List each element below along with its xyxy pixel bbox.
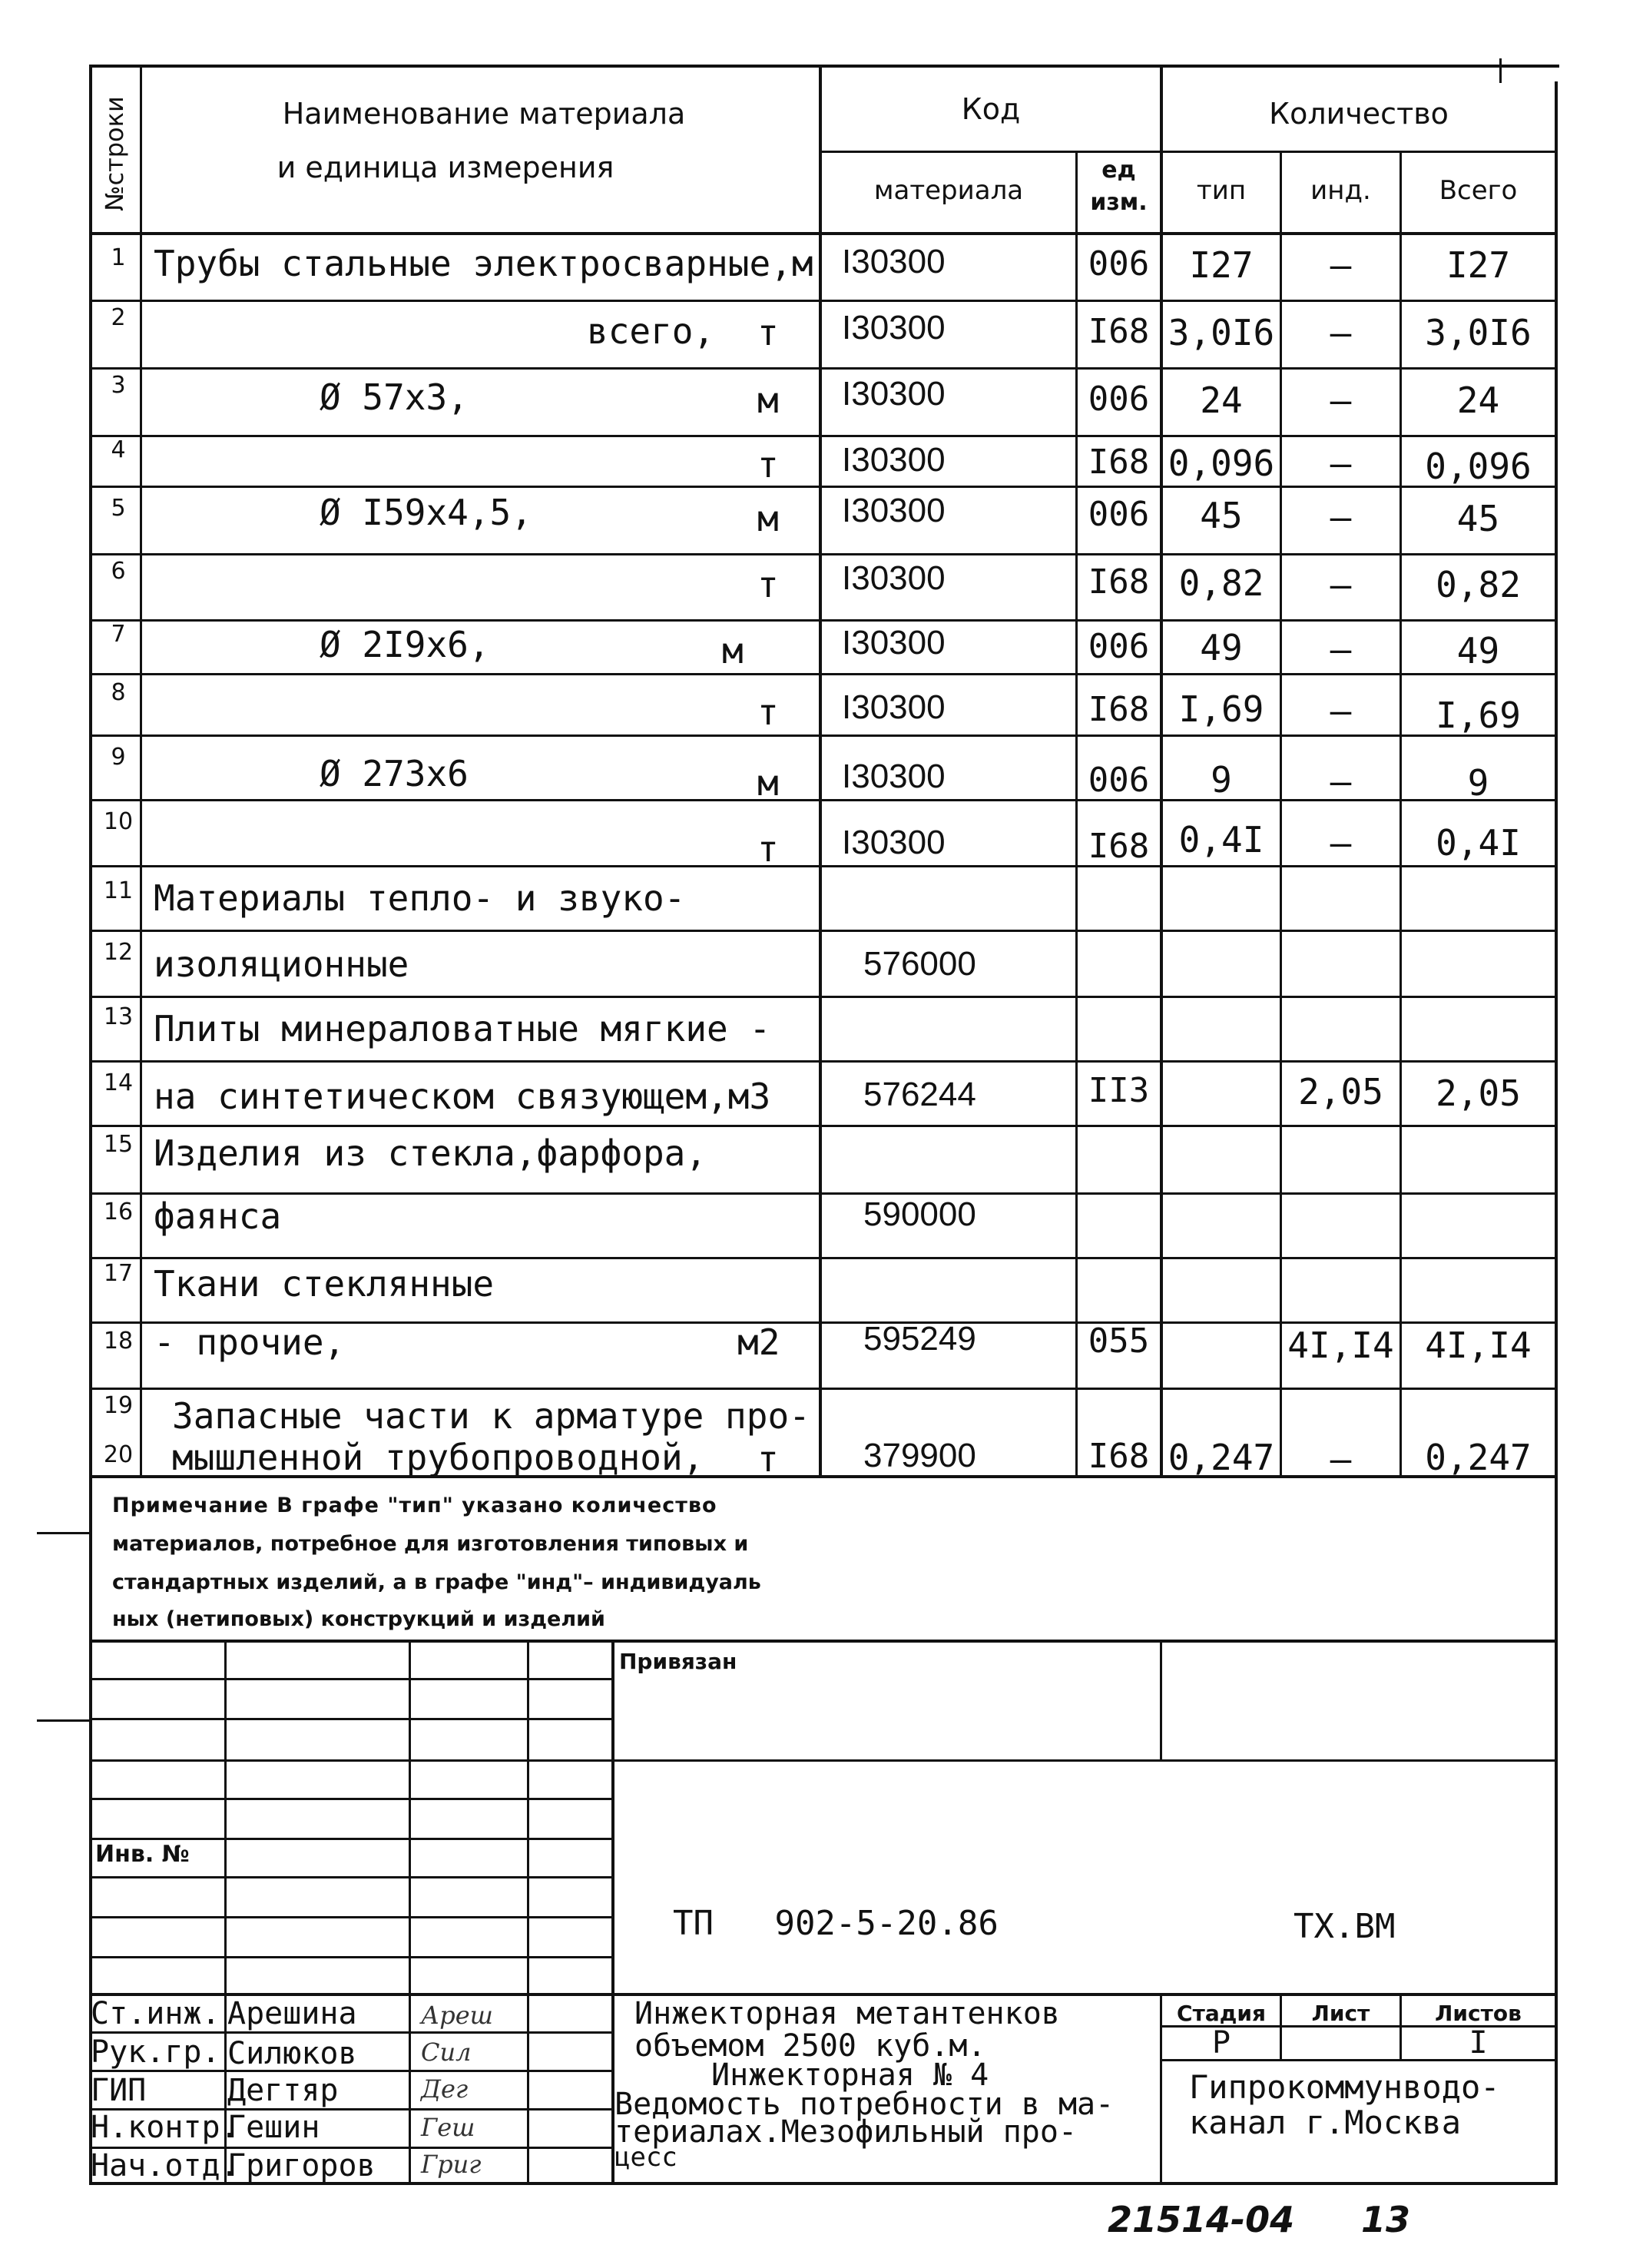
row-number: 5 bbox=[111, 495, 126, 522]
row-number: 1 bbox=[111, 244, 126, 271]
document-code: ТП 902-5-20.86 bbox=[673, 1904, 999, 1943]
row-total: 9 bbox=[1467, 762, 1489, 804]
row-unit: 055 bbox=[1088, 1321, 1150, 1361]
row-total: 24 bbox=[1456, 380, 1500, 421]
row-code: 379900 bbox=[863, 1437, 976, 1474]
row-total: I,69 bbox=[1436, 695, 1521, 736]
row-typ: 9 bbox=[1211, 759, 1232, 801]
unit-header-line1: ед bbox=[1101, 157, 1136, 184]
signature: Ареш bbox=[421, 2001, 493, 2030]
row-code: I30300 bbox=[842, 688, 946, 726]
row-unit: I68 bbox=[1088, 1437, 1150, 1476]
row-total: 0,247 bbox=[1425, 1437, 1532, 1478]
row-number: 9 bbox=[111, 744, 126, 771]
row-typ: 24 bbox=[1200, 380, 1243, 421]
row-uom: м bbox=[722, 630, 744, 671]
row-total: 0,096 bbox=[1425, 446, 1532, 487]
signatory-role: Нач.отд. bbox=[91, 2148, 239, 2183]
row-total: 3,0I6 bbox=[1425, 312, 1532, 353]
row-name: Ø 57x3, bbox=[320, 376, 469, 418]
quantity-header: Количество bbox=[1269, 97, 1449, 131]
row-typ: 0,4I bbox=[1178, 819, 1264, 860]
row-name: Трубы стальные электросварные,м bbox=[154, 243, 813, 284]
row-typ: 0,247 bbox=[1168, 1437, 1275, 1478]
row-unit: I68 bbox=[1088, 312, 1150, 351]
row-number: 7 bbox=[111, 621, 126, 648]
row-ind: – bbox=[1330, 496, 1352, 538]
drawing-title: Инжекторная метантенков bbox=[634, 1996, 1060, 2031]
row-code: I30300 bbox=[842, 824, 946, 861]
row-code: 595249 bbox=[863, 1320, 976, 1358]
sheets-label: Листов bbox=[1435, 2001, 1522, 2026]
row-number: 11 bbox=[103, 877, 134, 904]
name-header-line1: Наименование материала bbox=[282, 97, 686, 131]
unit-header-line2: изм. bbox=[1090, 189, 1148, 216]
row-typ: 3,0I6 bbox=[1168, 312, 1275, 353]
row-unit: 006 bbox=[1088, 495, 1150, 534]
row-unit: I68 bbox=[1088, 562, 1150, 602]
drawing-title: цесс bbox=[614, 2142, 677, 2173]
sheets-value: I bbox=[1469, 2025, 1488, 2061]
drawing-title: териалах.Мезофильный про- bbox=[614, 2114, 1078, 2150]
row-ind: – bbox=[1330, 443, 1352, 484]
row-number: 8 bbox=[111, 679, 126, 706]
row-number: 15 bbox=[103, 1131, 134, 1158]
row-ind: – bbox=[1330, 1438, 1352, 1480]
row-ind: 2,05 bbox=[1298, 1071, 1383, 1112]
row-uom: т bbox=[757, 312, 779, 353]
row-typ: 0,82 bbox=[1178, 562, 1264, 604]
row-name: фаянса bbox=[154, 1195, 282, 1237]
row-ind: – bbox=[1330, 312, 1352, 353]
signature: Дег bbox=[421, 2074, 469, 2104]
sheet-label: Лист bbox=[1311, 2001, 1370, 2026]
signatory-name: Силюков bbox=[227, 2036, 357, 2071]
row-number: 16 bbox=[103, 1199, 134, 1225]
row-unit: I68 bbox=[1088, 827, 1150, 866]
row-unit: 006 bbox=[1088, 761, 1150, 800]
row-ind: – bbox=[1330, 822, 1352, 864]
row-total: 0,82 bbox=[1436, 564, 1521, 605]
signatory-name: Арешина bbox=[227, 1996, 357, 2031]
row-number: 17 bbox=[103, 1260, 134, 1287]
row-name: мышленной трубопроводной, bbox=[172, 1437, 704, 1478]
row-name: Ø 2I9x6, bbox=[320, 624, 490, 665]
row-typ: I,69 bbox=[1178, 688, 1264, 730]
row-name: Запасные части к арматуре про- bbox=[172, 1395, 810, 1437]
organization: канал г.Москва bbox=[1189, 2104, 1462, 2141]
page-number: 13 bbox=[1361, 2199, 1411, 2240]
drawing-title: Инжекторная № 4 bbox=[711, 2057, 989, 2093]
row-code: I30300 bbox=[842, 624, 946, 662]
note-line: стандартных изделий, а в графе "инд"– индивидуаль bbox=[112, 1570, 761, 1594]
row-name: Плиты минераловатные мягкие - bbox=[154, 1008, 771, 1049]
row-ind: 4I,I4 bbox=[1287, 1325, 1394, 1366]
row-typ: 45 bbox=[1200, 495, 1243, 536]
row-code: 576000 bbox=[863, 945, 976, 983]
row-unit: 006 bbox=[1088, 380, 1150, 419]
row-code: I30300 bbox=[842, 758, 946, 795]
row-name: на синтетическом связующем,м3 bbox=[154, 1076, 771, 1117]
row-ind: – bbox=[1330, 761, 1352, 802]
row-uom: м bbox=[757, 380, 779, 421]
row-number: 12 bbox=[103, 939, 134, 966]
row-uom: т bbox=[757, 444, 779, 486]
row-number: 20 bbox=[103, 1441, 134, 1468]
row-uom: т bbox=[757, 1438, 779, 1480]
row-number: 13 bbox=[103, 1003, 134, 1030]
note-line: Примечание В графе "тип" указано количество bbox=[112, 1494, 717, 1517]
material-code-header: материала bbox=[873, 175, 1024, 206]
stage-value: Р bbox=[1211, 2025, 1231, 2061]
row-name: Материалы тепло- и звуко- bbox=[154, 877, 686, 919]
signatory-role: ГИП bbox=[91, 2073, 147, 2108]
row-name: Ø I59x4,5, bbox=[320, 492, 532, 533]
row-number: 18 bbox=[103, 1328, 134, 1354]
total-header: Всего bbox=[1439, 175, 1518, 206]
row-total: 2,05 bbox=[1436, 1073, 1521, 1114]
signatory-name: Гешин bbox=[227, 2110, 320, 2145]
row-code: I30300 bbox=[842, 492, 946, 529]
signatory-name: Дегтяр bbox=[227, 2073, 339, 2108]
row-number: 14 bbox=[103, 1069, 134, 1096]
row-number: 3 bbox=[111, 372, 126, 399]
code-header: Код bbox=[961, 92, 1021, 126]
note-line: материалов, потребное для изготовления типовых и bbox=[112, 1532, 749, 1556]
row-code: I30300 bbox=[842, 243, 946, 280]
row-code: 576244 bbox=[863, 1076, 976, 1113]
row-total: I27 bbox=[1446, 244, 1511, 286]
row-code: I30300 bbox=[842, 375, 946, 413]
row-unit: 006 bbox=[1088, 627, 1150, 666]
row-code: I30300 bbox=[842, 441, 946, 479]
signatory-name: Григоров bbox=[227, 2148, 376, 2183]
row-typ: 0,096 bbox=[1168, 443, 1275, 484]
row-uom: т bbox=[757, 564, 779, 605]
row-total: 49 bbox=[1456, 630, 1500, 671]
signatory-role: Ст.инж. bbox=[91, 1996, 220, 2031]
row-number: 4 bbox=[111, 436, 126, 463]
row-uom: м bbox=[757, 498, 779, 539]
row-name: Ткани стеклянные bbox=[154, 1263, 495, 1305]
row-unit: I68 bbox=[1088, 690, 1150, 729]
row-uom: т bbox=[757, 691, 779, 733]
row-total: 45 bbox=[1456, 498, 1500, 539]
row-number-header: №строки bbox=[100, 96, 129, 211]
row-total: 4I,I4 bbox=[1425, 1325, 1532, 1366]
stage-label: Стадия bbox=[1177, 2001, 1266, 2026]
row-name: Ø 273x6 bbox=[320, 753, 469, 794]
inventory-number-label: Инв. № bbox=[95, 1841, 190, 1868]
ind-header: инд. bbox=[1310, 175, 1371, 206]
drawing-title: Ведомость потребности в ма- bbox=[614, 2087, 1115, 2122]
signature: Сил bbox=[421, 2038, 472, 2067]
signatory-role: Н.контр. bbox=[91, 2110, 239, 2145]
row-ind: – bbox=[1330, 380, 1352, 421]
row-ind: – bbox=[1330, 628, 1352, 670]
note-line: ных (нетиповых) конструкций и изделий bbox=[112, 1607, 605, 1631]
row-uom: м bbox=[757, 762, 779, 804]
row-code: 590000 bbox=[863, 1195, 976, 1233]
row-ind: – bbox=[1330, 690, 1352, 731]
row-number: 10 bbox=[103, 808, 134, 835]
name-header-line2: и единица измерения bbox=[277, 151, 614, 184]
row-name: всего, bbox=[587, 310, 715, 352]
row-number: 19 bbox=[103, 1392, 134, 1419]
row-uom: т bbox=[757, 828, 779, 870]
row-uom: м2 bbox=[737, 1321, 780, 1363]
organization: Гипрокоммунводо- bbox=[1189, 2068, 1500, 2106]
row-name: изоляционные bbox=[154, 943, 409, 985]
row-number: 6 bbox=[111, 558, 126, 585]
typ-header: тип bbox=[1196, 175, 1247, 206]
row-typ: 49 bbox=[1200, 627, 1243, 668]
row-unit: I68 bbox=[1088, 443, 1150, 482]
row-total: 0,4I bbox=[1436, 822, 1521, 864]
row-number: 2 bbox=[111, 304, 126, 331]
row-ind: – bbox=[1330, 564, 1352, 605]
row-code: I30300 bbox=[842, 309, 946, 346]
row-name: Изделия из стекла,фарфора, bbox=[154, 1132, 707, 1174]
attached-label: Привязан bbox=[619, 1649, 737, 1674]
archive-number: 21514-04 bbox=[1108, 2199, 1295, 2240]
row-name: - прочие, bbox=[154, 1321, 346, 1363]
drawing-title: объемом 2500 куб.м. bbox=[634, 2028, 986, 2064]
signatory-role: Рук.гр. bbox=[91, 2034, 220, 2070]
row-code: I30300 bbox=[842, 559, 946, 597]
row-unit: II3 bbox=[1088, 1071, 1150, 1110]
signature: Григ bbox=[421, 2150, 482, 2179]
row-unit: 006 bbox=[1088, 244, 1150, 284]
sheet-code: ТХ.ВМ bbox=[1293, 1907, 1396, 1946]
row-ind: – bbox=[1330, 244, 1352, 286]
row-typ: I27 bbox=[1189, 244, 1254, 286]
signature: Геш bbox=[421, 2113, 475, 2142]
